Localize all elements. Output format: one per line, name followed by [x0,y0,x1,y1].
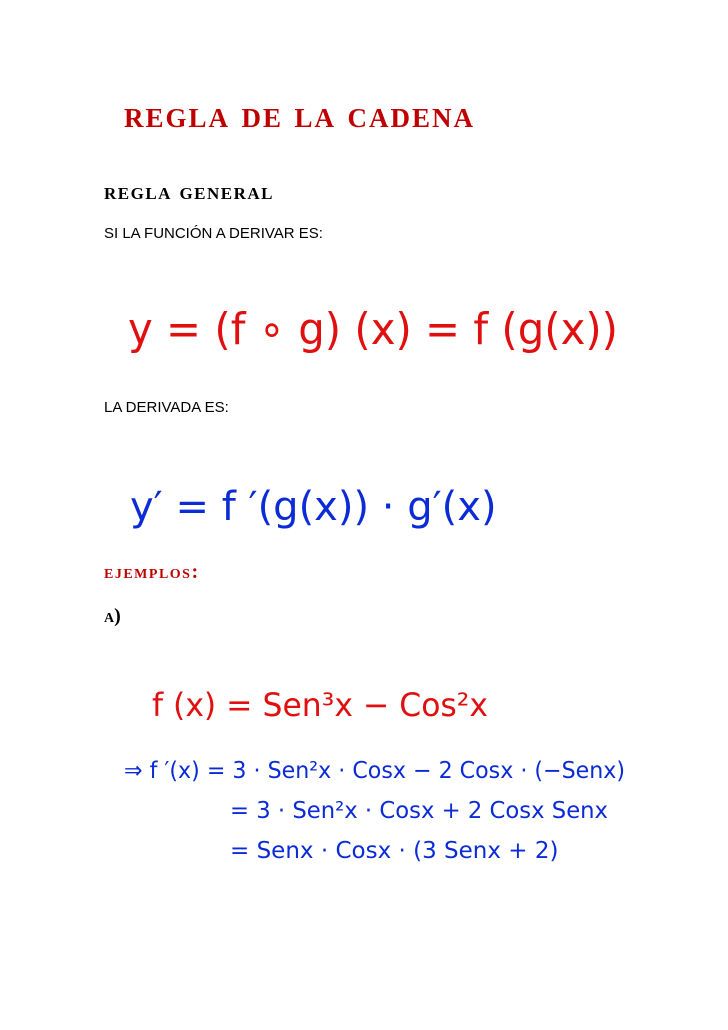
function-intro-text: SI LA FUNCIÓN A DERIVAR ES: [104,225,323,242]
example-step-1-text: ⇒ f ′(x) = 3 · Sen²x · Cosx − 2 Cosx · (−Senx) [124,758,625,784]
example-step-2 [230,790,610,830]
function-formula [120,296,620,366]
derivative-formula-text: y′ = f ′(g(x)) · g′(x) [130,484,497,530]
example-step-1 [122,748,627,792]
page-title: regla de la cadena [124,94,476,136]
general-rule-heading: regla general [104,179,275,205]
example-function-text: f (x) = Sen³x − Cos²x [152,686,488,724]
example-step-3 [230,826,570,874]
example-function [150,680,490,730]
example-step-2-text: = 3 · Sen²x · Cosx + 2 Cosx Senx [230,798,608,824]
derivative-formula [124,474,544,544]
function-formula-text: y = (f ∘ g) (x) = f (g(x)) [128,304,618,355]
example-step-3-text: = Senx · Cosx · (3 Senx + 2) [230,838,559,864]
derivative-label-text: LA DERIVADA ES: [104,399,229,416]
example-label: a) [104,605,121,627]
examples-heading: ejemplos: [104,561,200,583]
